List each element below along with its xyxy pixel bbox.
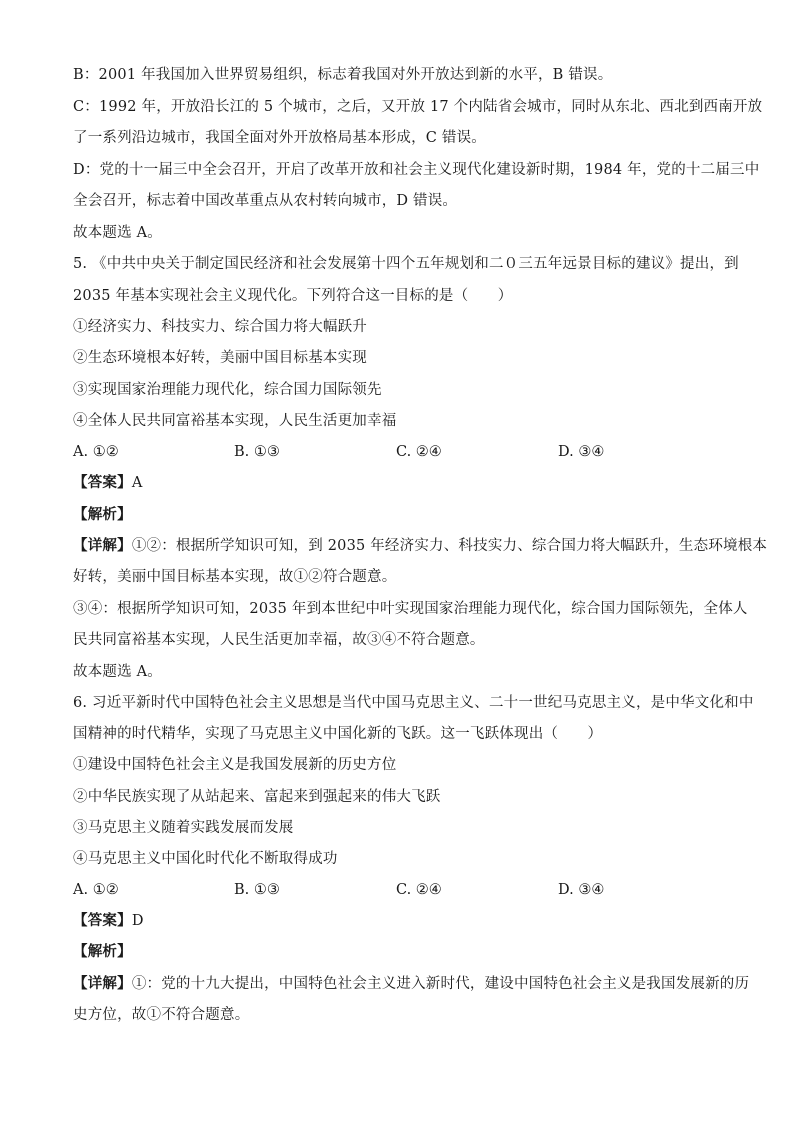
q6-option-b: B. ①③ [234, 882, 280, 898]
q6-answer-value: D [131, 913, 144, 929]
q5-detail-line2: 好转，美丽中国目标基本实现，故①②符合题意。 [73, 569, 397, 585]
q5-option-a: A. ①② [73, 444, 119, 460]
q5-item-3: ③实现国家治理能力现代化，综合国力国际领先 [73, 382, 382, 398]
q5-detail-label: 【详解】 [73, 537, 132, 554]
q5-item-4: ④全体人民共同富裕基本实现，人民生活更加幸福 [73, 413, 397, 429]
q6-detail-line1 [73, 974, 750, 994]
explanation-option-d-line2: 全会召开，标志着中国改革重点从农村转向城市，D 错误。 [73, 193, 458, 209]
q6-answer-label: 【答案】 [73, 912, 132, 929]
q6-analysis-label: 【解析】 [73, 943, 132, 960]
q5-analysis-label: 【解析】 [73, 506, 132, 523]
q5-detail-text-1: ①②：根据所学知识可知，到 2035 年经济实力、科技实力、综合国力将大幅跃升，生态环境根本 [131, 538, 768, 554]
q6-detail-line2: 史方位，故①不符合题意。 [73, 1007, 250, 1023]
explanation-option-b: B：2001 年我国加入世界贸易组织，标志着我国对外开放达到新的水平，B 错误。 [73, 67, 613, 83]
q5-detail-line4: 民共同富裕基本实现，人民生活更加幸福，故③④不符合题意。 [73, 632, 485, 648]
explanation-option-c-line1: C：1992 年，开放沿长江的 5 个城市，之后，又开放 17 个内陆省会城市，同时从东北、西北到西南开放 [73, 99, 763, 115]
q5-stem-line2: 2035 年基本实现社会主义现代化。下列符合这一目标的是（ ） [73, 288, 513, 304]
q6-item-3: ③马克思主义随着实践发展而发展 [73, 820, 294, 836]
q6-item-1: ①建设中国特色社会主义是我国发展新的历史方位 [73, 757, 397, 773]
q5-answer-label: 【答案】 [73, 474, 132, 491]
q5-option-c: C. ②④ [396, 444, 442, 460]
explanation-option-d-line1: D：党的十一届三中全会召开，开启了改革开放和社会主义现代化建设新时期，1984 年，党的十二届三中 [73, 162, 760, 178]
q5-option-d: D. ③④ [558, 444, 605, 460]
explanation-option-c-line2: 了一系列沿边城市，我国全面对外开放格局基本形成，C 错误。 [73, 130, 487, 146]
q5-answer-value: A [131, 475, 143, 491]
q5-item-1: ①经济实力、科技实力、综合国力将大幅跃升 [73, 319, 367, 335]
q6-detail-text-1: ①：党的十九大提出，中国特色社会主义进入新时代，建设中国特色社会主义是我国发展新的历 [131, 976, 750, 992]
q5-item-2: ②生态环境根本好转，美丽中国目标基本实现 [73, 350, 367, 366]
q5-conclusion: 故本题选 A。 [73, 664, 162, 680]
q6-option-c: C. ②④ [396, 882, 442, 898]
q5-answer [73, 473, 723, 493]
q6-item-2: ②中华民族实现了从站起来、富起来到强起来的伟大飞跃 [73, 789, 441, 805]
q5-option-b: B. ①③ [234, 444, 280, 460]
q6-item-4: ④马克思主义中国化时代化不断取得成功 [73, 851, 338, 867]
q6-stem-line2: 国精神的时代精华，实现了马克思主义中国化新的飞跃。这一飞跃体现出（ ） [73, 726, 603, 742]
q5-detail-line1 [73, 536, 768, 556]
q5-stem-line1: 5. 《中共中央关于制定国民经济和社会发展第十四个五年规划和二０三五年远景目标的建议》提出，到 [73, 256, 739, 272]
q6-detail-label: 【详解】 [73, 975, 132, 992]
q6-option-a: A. ①② [73, 882, 119, 898]
q6-answer [73, 911, 723, 931]
q6-option-d: D. ③④ [558, 882, 605, 898]
q5-detail-line3: ③④：根据所学知识可知，2035 年到本世纪中叶实现国家治理能力现代化，综合国力国际领先，全体人 [73, 601, 748, 617]
q6-stem-line1: 6. 习近平新时代中国特色社会主义思想是当代中国马克思主义、二十一世纪马克思主义，是中华文化和中 [73, 695, 754, 711]
explanation-conclusion: 故本题选 A。 [73, 225, 162, 241]
